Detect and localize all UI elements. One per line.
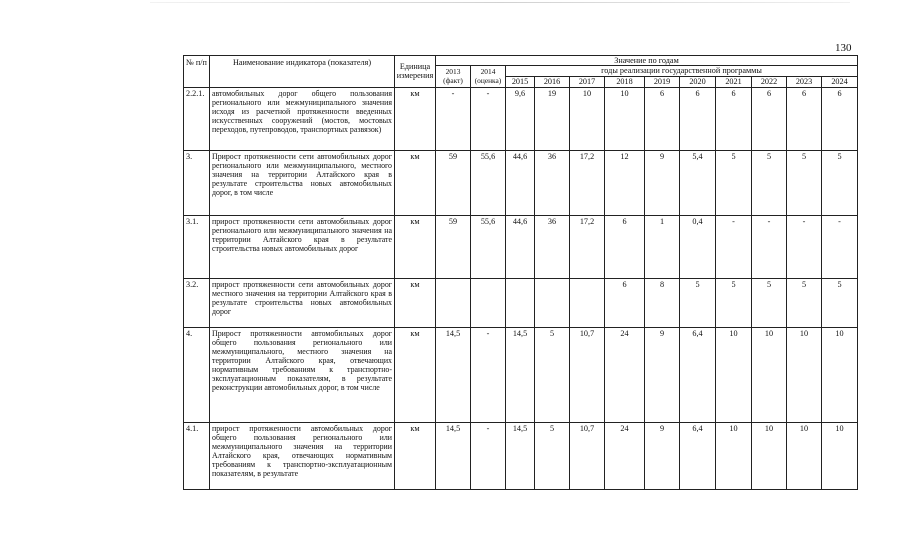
value-cell: 10 bbox=[752, 327, 787, 422]
header-year-2015: 2015 bbox=[506, 76, 535, 87]
value-cell: 59 bbox=[436, 150, 471, 215]
value-cell: 5 bbox=[822, 150, 858, 215]
table-row bbox=[184, 215, 858, 278]
value-cell: 10 bbox=[716, 422, 752, 489]
unit-cell: км bbox=[395, 327, 436, 422]
value-cell: 5 bbox=[535, 327, 570, 422]
value-cell: 6,4 bbox=[680, 327, 716, 422]
row-number: 4. bbox=[184, 327, 210, 422]
value-cell: - bbox=[471, 422, 506, 489]
value-cell: 6 bbox=[680, 87, 716, 150]
unit-cell: км bbox=[395, 215, 436, 278]
header-year-2014-note: (оценка) bbox=[474, 75, 502, 85]
header-year-2013-note: (факт) bbox=[443, 75, 463, 85]
value-cell: 55,6 bbox=[471, 215, 506, 278]
table-row bbox=[184, 327, 858, 422]
table-row bbox=[184, 150, 858, 215]
header-unit: Единица измерения bbox=[395, 56, 436, 88]
value-cell: 44,6 bbox=[506, 215, 535, 278]
indicator-table bbox=[183, 55, 858, 490]
header-name: Наименование индикатора (показателя) bbox=[210, 56, 395, 88]
header-year-2023: 2023 bbox=[787, 76, 822, 87]
value-cell: 6,4 bbox=[680, 422, 716, 489]
unit-cell: км bbox=[395, 278, 436, 327]
page-number: 130 bbox=[835, 42, 852, 54]
value-cell: 5,4 bbox=[680, 150, 716, 215]
value-cell: 10 bbox=[822, 327, 858, 422]
value-cell: 19 bbox=[535, 87, 570, 150]
header-year-2018: 2018 bbox=[605, 76, 645, 87]
header-year-2022: 2022 bbox=[752, 76, 787, 87]
value-cell: 9 bbox=[645, 422, 680, 489]
value-cell: 10 bbox=[752, 422, 787, 489]
value-cell: 17,2 bbox=[570, 150, 605, 215]
value-cell: 6 bbox=[787, 87, 822, 150]
indicator-name: прирост протяженности сети автомобильных дорог регионального или межмуниципального значения на территории Алтайского края в результате строительства новых автомобильных дорог bbox=[210, 215, 395, 278]
value-cell bbox=[436, 278, 471, 327]
header-year-2016: 2016 bbox=[535, 76, 570, 87]
header-year-2014-label: 2014 bbox=[480, 67, 496, 77]
value-cell: 0,4 bbox=[680, 215, 716, 278]
value-cell: 55,6 bbox=[471, 150, 506, 215]
indicator-name: Прирост протяженности сети автомобильных дорог регионального или межмуниципального, местного значения на территории Алтайского края в результате строительства новых автомобильных дорог, в том числе bbox=[210, 150, 395, 215]
value-cell: 14,5 bbox=[436, 422, 471, 489]
value-cell: 5 bbox=[716, 278, 752, 327]
value-cell: 14,5 bbox=[506, 422, 535, 489]
value-cell bbox=[535, 278, 570, 327]
value-cell bbox=[570, 278, 605, 327]
row-number: 3.1. bbox=[184, 215, 210, 278]
value-cell: 10 bbox=[822, 422, 858, 489]
value-cell: 9 bbox=[645, 327, 680, 422]
value-cell: 17,2 bbox=[570, 215, 605, 278]
value-cell: 24 bbox=[605, 422, 645, 489]
value-cell: 8 bbox=[645, 278, 680, 327]
value-cell: 9 bbox=[645, 150, 680, 215]
indicator-name: прирост протяженности автомобильных дорог общего пользования регионального или межмуниципального значения на территории Алтайского края, отвечающих нормативным требованиям к транспортно-эксплуатационным показателям, в результате bbox=[210, 422, 395, 489]
value-cell: 12 bbox=[605, 150, 645, 215]
value-cell bbox=[506, 278, 535, 327]
value-cell: 5 bbox=[716, 150, 752, 215]
table-row bbox=[184, 278, 858, 327]
header-year-2020: 2020 bbox=[680, 76, 716, 87]
value-cell: 6 bbox=[716, 87, 752, 150]
value-cell bbox=[471, 278, 506, 327]
header-year-2021: 2021 bbox=[716, 76, 752, 87]
header-year-2014 bbox=[471, 66, 506, 87]
value-cell: 59 bbox=[436, 215, 471, 278]
value-cell: 5 bbox=[680, 278, 716, 327]
value-cell: 10,7 bbox=[570, 327, 605, 422]
row-number: 3.2. bbox=[184, 278, 210, 327]
value-cell: 5 bbox=[752, 278, 787, 327]
value-cell: 10,7 bbox=[570, 422, 605, 489]
indicator-name: Прирост протяженности автомобильных дорог общего пользования регионального или межмуниципального, местного значения на территории Алтайского края, отвечающих нормативным требованиям к транспортно-эксплуатационным показателям, в результате реконструкции автомобильных дорог, в том числе bbox=[210, 327, 395, 422]
header-year-2013 bbox=[436, 66, 471, 87]
indicator-name: автомобильных дорог общего пользования регионального или межмуниципального значения исходя из расчетной протяженности введенных искусственных сооружений (мостов, мостовых переходов, путепроводов, транспортных развязок) bbox=[210, 87, 395, 150]
value-cell: 14,5 bbox=[436, 327, 471, 422]
value-cell: 10 bbox=[605, 87, 645, 150]
value-cell: 5 bbox=[822, 278, 858, 327]
value-cell: - bbox=[436, 87, 471, 150]
value-cell: 36 bbox=[535, 215, 570, 278]
value-cell: 9,6 bbox=[506, 87, 535, 150]
value-cell: 36 bbox=[535, 150, 570, 215]
header-values-group: Значение по годам bbox=[436, 56, 858, 66]
header-program-years-group: годы реализации государственной программы bbox=[506, 66, 858, 76]
value-cell: - bbox=[471, 327, 506, 422]
value-cell: 10 bbox=[787, 422, 822, 489]
unit-cell: км bbox=[395, 422, 436, 489]
unit-cell: км bbox=[395, 87, 436, 150]
table-row bbox=[184, 422, 858, 489]
value-cell: 5 bbox=[787, 150, 822, 215]
header-year-2024: 2024 bbox=[822, 76, 858, 87]
value-cell: 5 bbox=[535, 422, 570, 489]
header-year-2017: 2017 bbox=[570, 76, 605, 87]
value-cell: 6 bbox=[752, 87, 787, 150]
value-cell: - bbox=[752, 215, 787, 278]
value-cell: - bbox=[471, 87, 506, 150]
value-cell: - bbox=[787, 215, 822, 278]
value-cell: 5 bbox=[752, 150, 787, 215]
value-cell: 6 bbox=[822, 87, 858, 150]
value-cell: 10 bbox=[716, 327, 752, 422]
value-cell: 6 bbox=[645, 87, 680, 150]
row-number: 3. bbox=[184, 150, 210, 215]
value-cell: 6 bbox=[605, 215, 645, 278]
value-cell: 5 bbox=[787, 278, 822, 327]
value-cell: - bbox=[822, 215, 858, 278]
value-cell: 6 bbox=[605, 278, 645, 327]
value-cell: - bbox=[716, 215, 752, 278]
value-cell: 10 bbox=[570, 87, 605, 150]
row-number: 4.1. bbox=[184, 422, 210, 489]
table-row bbox=[184, 87, 858, 150]
unit-cell: км bbox=[395, 150, 436, 215]
header-year-2019: 2019 bbox=[645, 76, 680, 87]
indicator-name: прирост протяженности сети автомобильных дорог местного значения на территории Алтайского края в результате строительства новых автомобильных дорог bbox=[210, 278, 395, 327]
header-num: № п/п bbox=[184, 56, 210, 88]
scan-artifact-line bbox=[150, 2, 850, 3]
value-cell: 24 bbox=[605, 327, 645, 422]
value-cell: 14,5 bbox=[506, 327, 535, 422]
value-cell: 10 bbox=[787, 327, 822, 422]
header-year-2013-label: 2013 bbox=[445, 67, 461, 77]
value-cell: 1 bbox=[645, 215, 680, 278]
row-number: 2.2.1. bbox=[184, 87, 210, 150]
value-cell: 44,6 bbox=[506, 150, 535, 215]
